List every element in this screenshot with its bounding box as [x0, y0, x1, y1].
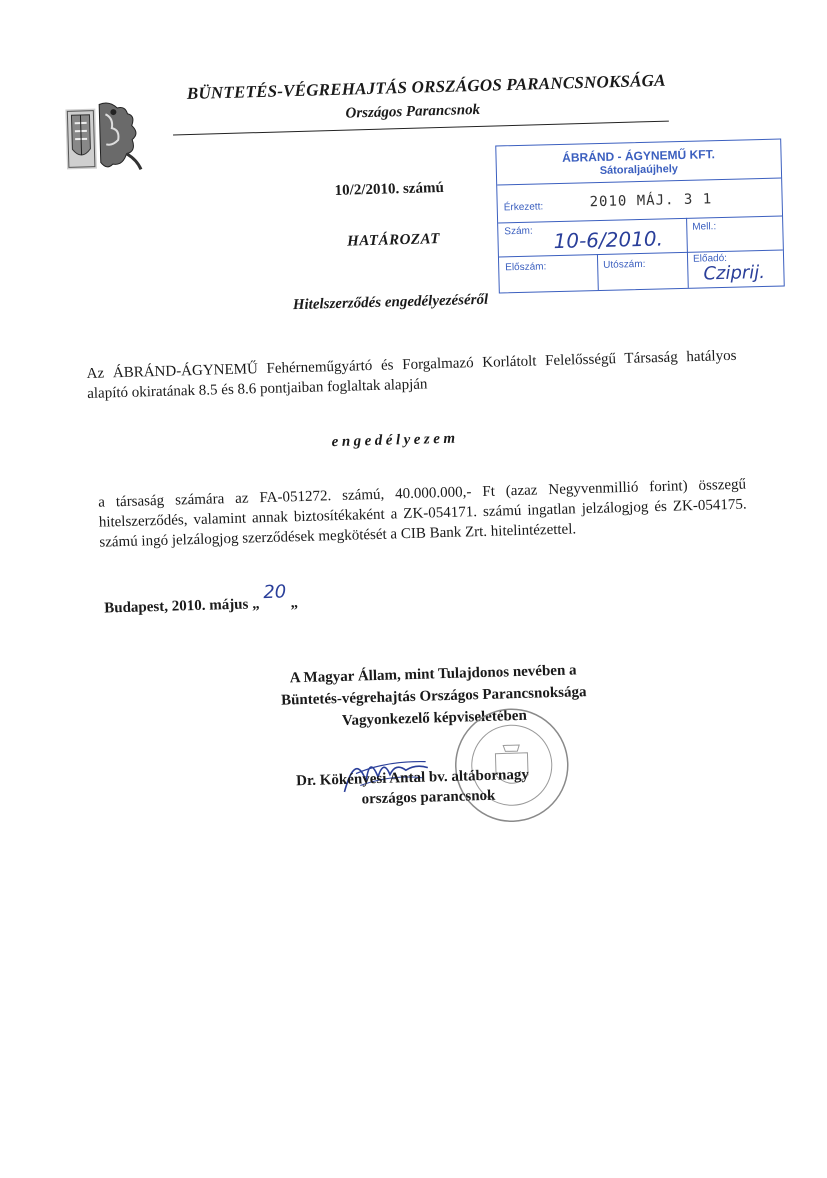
stamp-city: Sátoraljaújhely [599, 163, 679, 177]
date-line [104, 581, 299, 617]
stamp-handler-label: Előadó: [692, 252, 728, 265]
date-suffix: „ [290, 595, 299, 612]
received-stamp [495, 139, 785, 294]
stamp-prev-number-label: Előszám: [505, 261, 547, 274]
stamp-number-label: Szám: [504, 225, 533, 238]
stamp-divider [497, 178, 781, 186]
official-round-seal [450, 704, 573, 827]
stamp-number-value: 10-6/2010. [553, 226, 664, 254]
signatory-name: Dr. Kökényesi Antal bv. altábornagy [295, 766, 530, 790]
paragraph-authorization: a társaság számára az FA-051272. számú, 40.000.000,- Ft (azaz Negyvenmillió forint) összegű hitelszerződés, valamint annak biztosítékaként a ZK-054171. számú ingatlan jelzálogjog és ZK-054175. számú ingó jelzálogjog szerződések megkötését a CIB Bank Zrt. hitelintézettel. [98, 476, 747, 551]
stamp-received-label: Érkezett: [503, 201, 544, 214]
stamp-company: ÁBRÁND - ÁGYNEMŰ KFT. [562, 147, 716, 165]
document-number: 10/2/2010. számú [334, 179, 445, 199]
signature-line-3: Vagyonkezelő képviseletében [341, 707, 528, 729]
document-type: HATÁROZAT [346, 231, 441, 250]
date-prefix: Budapest, 2010. május „ [104, 596, 260, 617]
stamp-next-number-label: Utószám: [603, 258, 646, 271]
document-subject: Hitelszerződés engedélyezéséről [292, 291, 489, 314]
signature-line-1: A Magyar Állam, mint Tulajdonos nevében a [289, 662, 577, 687]
stamp-attachment-label: Mell.: [692, 221, 717, 233]
signatory-title: országos parancsnok [361, 787, 496, 808]
signature-line-2: Büntetés-végrehajtás Országos Parancsnoksága [280, 684, 587, 709]
stamp-divider [498, 216, 782, 224]
coat-of-arms-logo [65, 99, 151, 173]
institution-title: BÜNTETÉS-VÉGREHAJTÁS ORSZÁGOS PARANCSNOKSÁGA [186, 70, 666, 104]
header-divider [173, 121, 669, 136]
stamp-received-date: 2010 MÁJ. 3 1 [589, 191, 713, 211]
handwritten-day: 20 [263, 581, 287, 604]
institution-subtitle: Országos Parancsnok [345, 101, 481, 122]
stamp-handler-value: Cziprij. [703, 261, 766, 285]
stamp-divider [597, 254, 599, 290]
decree-verb: engedélyezem [331, 430, 459, 451]
paragraph-basis: Az ÁBRÁND-ÁGYNEMŰ Fehérneműgyártó és Forgalmazó Korlátolt Felelősségű Társaság hatályos alapító okiratának 8.5 és 8.6 pontjaiban foglaltak alapján [86, 347, 737, 402]
